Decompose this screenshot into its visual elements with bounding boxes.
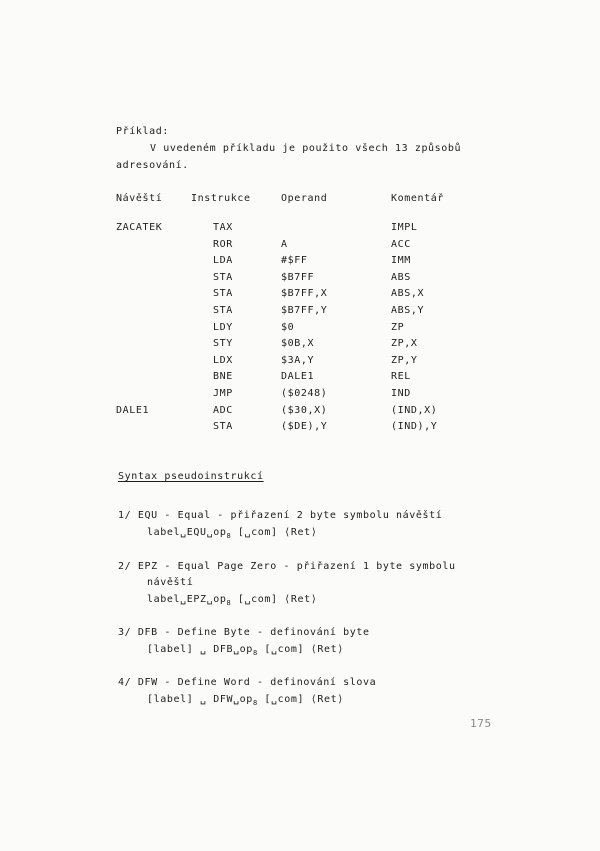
format-prefix: [label] ␣ DFW␣op — [147, 694, 253, 705]
format-suffix: [␣com] ⟨Ret⟩ — [231, 527, 318, 538]
row-comment: ZP — [391, 321, 405, 333]
header-instruction: Instrukce — [191, 193, 251, 204]
row-operand: DALE1 — [281, 371, 315, 383]
format-suffix: [␣com] ⟨Ret⟩ — [231, 594, 318, 605]
syntax-item-title: 1/ EQU - Equal - přiřazení 2 byte symbolu návěští — [118, 510, 443, 521]
syntax-item-format — [147, 527, 317, 542]
row-comment: ABS — [391, 271, 411, 283]
row-comment: ABS,Y — [391, 305, 425, 316]
row-operand: ($0248) — [281, 388, 328, 399]
syntax-item-title-cont: návěští — [147, 577, 194, 588]
row-instruction: LDX — [213, 354, 233, 366]
row-label: ZACATEK — [116, 222, 163, 233]
row-instruction: STA — [213, 421, 233, 433]
row-comment: (IND,X) — [391, 404, 438, 416]
page-number: 175 — [470, 717, 492, 730]
row-instruction: LDA — [213, 255, 233, 267]
syntax-item-format — [147, 644, 344, 659]
format-prefix: label␣EQU␣op — [147, 527, 227, 538]
row-operand: $3A,Y — [281, 354, 315, 366]
format-subscript: 8 — [252, 649, 258, 657]
row-instruction: STA — [213, 288, 233, 300]
row-operand: $B7FF — [281, 271, 315, 283]
row-comment: IND — [391, 388, 411, 399]
format-prefix: label␣EPZ␣op — [147, 594, 227, 605]
row-operand: $0 — [281, 321, 295, 333]
row-operand: #$FF — [281, 255, 308, 267]
row-instruction: STY — [213, 338, 233, 350]
example-title: Příklad: — [116, 126, 169, 137]
format-subscript: 8 — [226, 599, 232, 607]
format-suffix: [␣com] ⟨Ret⟩ — [257, 694, 344, 705]
row-comment: (IND),Y — [391, 421, 438, 433]
row-instruction: LDY — [213, 321, 233, 333]
format-subscript: 8 — [252, 699, 258, 707]
row-operand: ($30,X) — [281, 404, 328, 416]
row-comment: ZP,X — [391, 338, 418, 350]
row-instruction: STA — [213, 271, 233, 283]
row-comment: ACC — [391, 238, 411, 250]
syntax-item-format — [147, 594, 317, 609]
syntax-item-format — [147, 694, 344, 709]
syntax-item-title: 4/ DFW - Define Word - definování slova — [118, 677, 377, 688]
syntax-item-title: 3/ DFB - Define Byte - definování byte — [118, 627, 370, 638]
format-suffix: [␣com] ⟨Ret⟩ — [257, 644, 344, 655]
row-instruction: TAX — [213, 222, 233, 233]
row-operand: $0B,X — [281, 338, 315, 350]
row-comment: ZP,Y — [391, 354, 418, 366]
row-operand: $B7FF,X — [281, 288, 328, 300]
header-comment: Komentář — [391, 193, 444, 204]
row-comment: ABS,X — [391, 288, 425, 300]
row-comment: REL — [391, 371, 411, 383]
row-operand: ($DE),Y — [281, 421, 328, 433]
row-instruction: ROR — [213, 238, 233, 250]
row-instruction: BNE — [213, 371, 233, 383]
header-operand: Operand — [281, 193, 328, 204]
format-subscript: 8 — [226, 532, 232, 540]
row-comment: IMM — [391, 255, 411, 267]
example-text-line1: V uvedeném příkladu je použito všech 13 způsobů — [150, 143, 462, 154]
header-label: Návěští — [116, 193, 163, 204]
example-text-line2: adresování. — [116, 160, 189, 171]
row-operand: A — [281, 238, 288, 250]
syntax-heading: Syntax pseudoinstrukcí — [118, 471, 264, 482]
format-prefix: [label] ␣ DFB␣op — [147, 644, 253, 655]
row-label: DALE1 — [116, 404, 150, 416]
syntax-item-title: 2/ EPZ - Equal Page Zero - přiřazení 1 byte symbolu — [118, 561, 456, 572]
row-instruction: JMP — [213, 388, 233, 399]
row-instruction: ADC — [213, 404, 233, 416]
row-instruction: STA — [213, 305, 233, 316]
row-operand: $B7FF,Y — [281, 305, 328, 316]
row-comment: IMPL — [391, 222, 418, 233]
